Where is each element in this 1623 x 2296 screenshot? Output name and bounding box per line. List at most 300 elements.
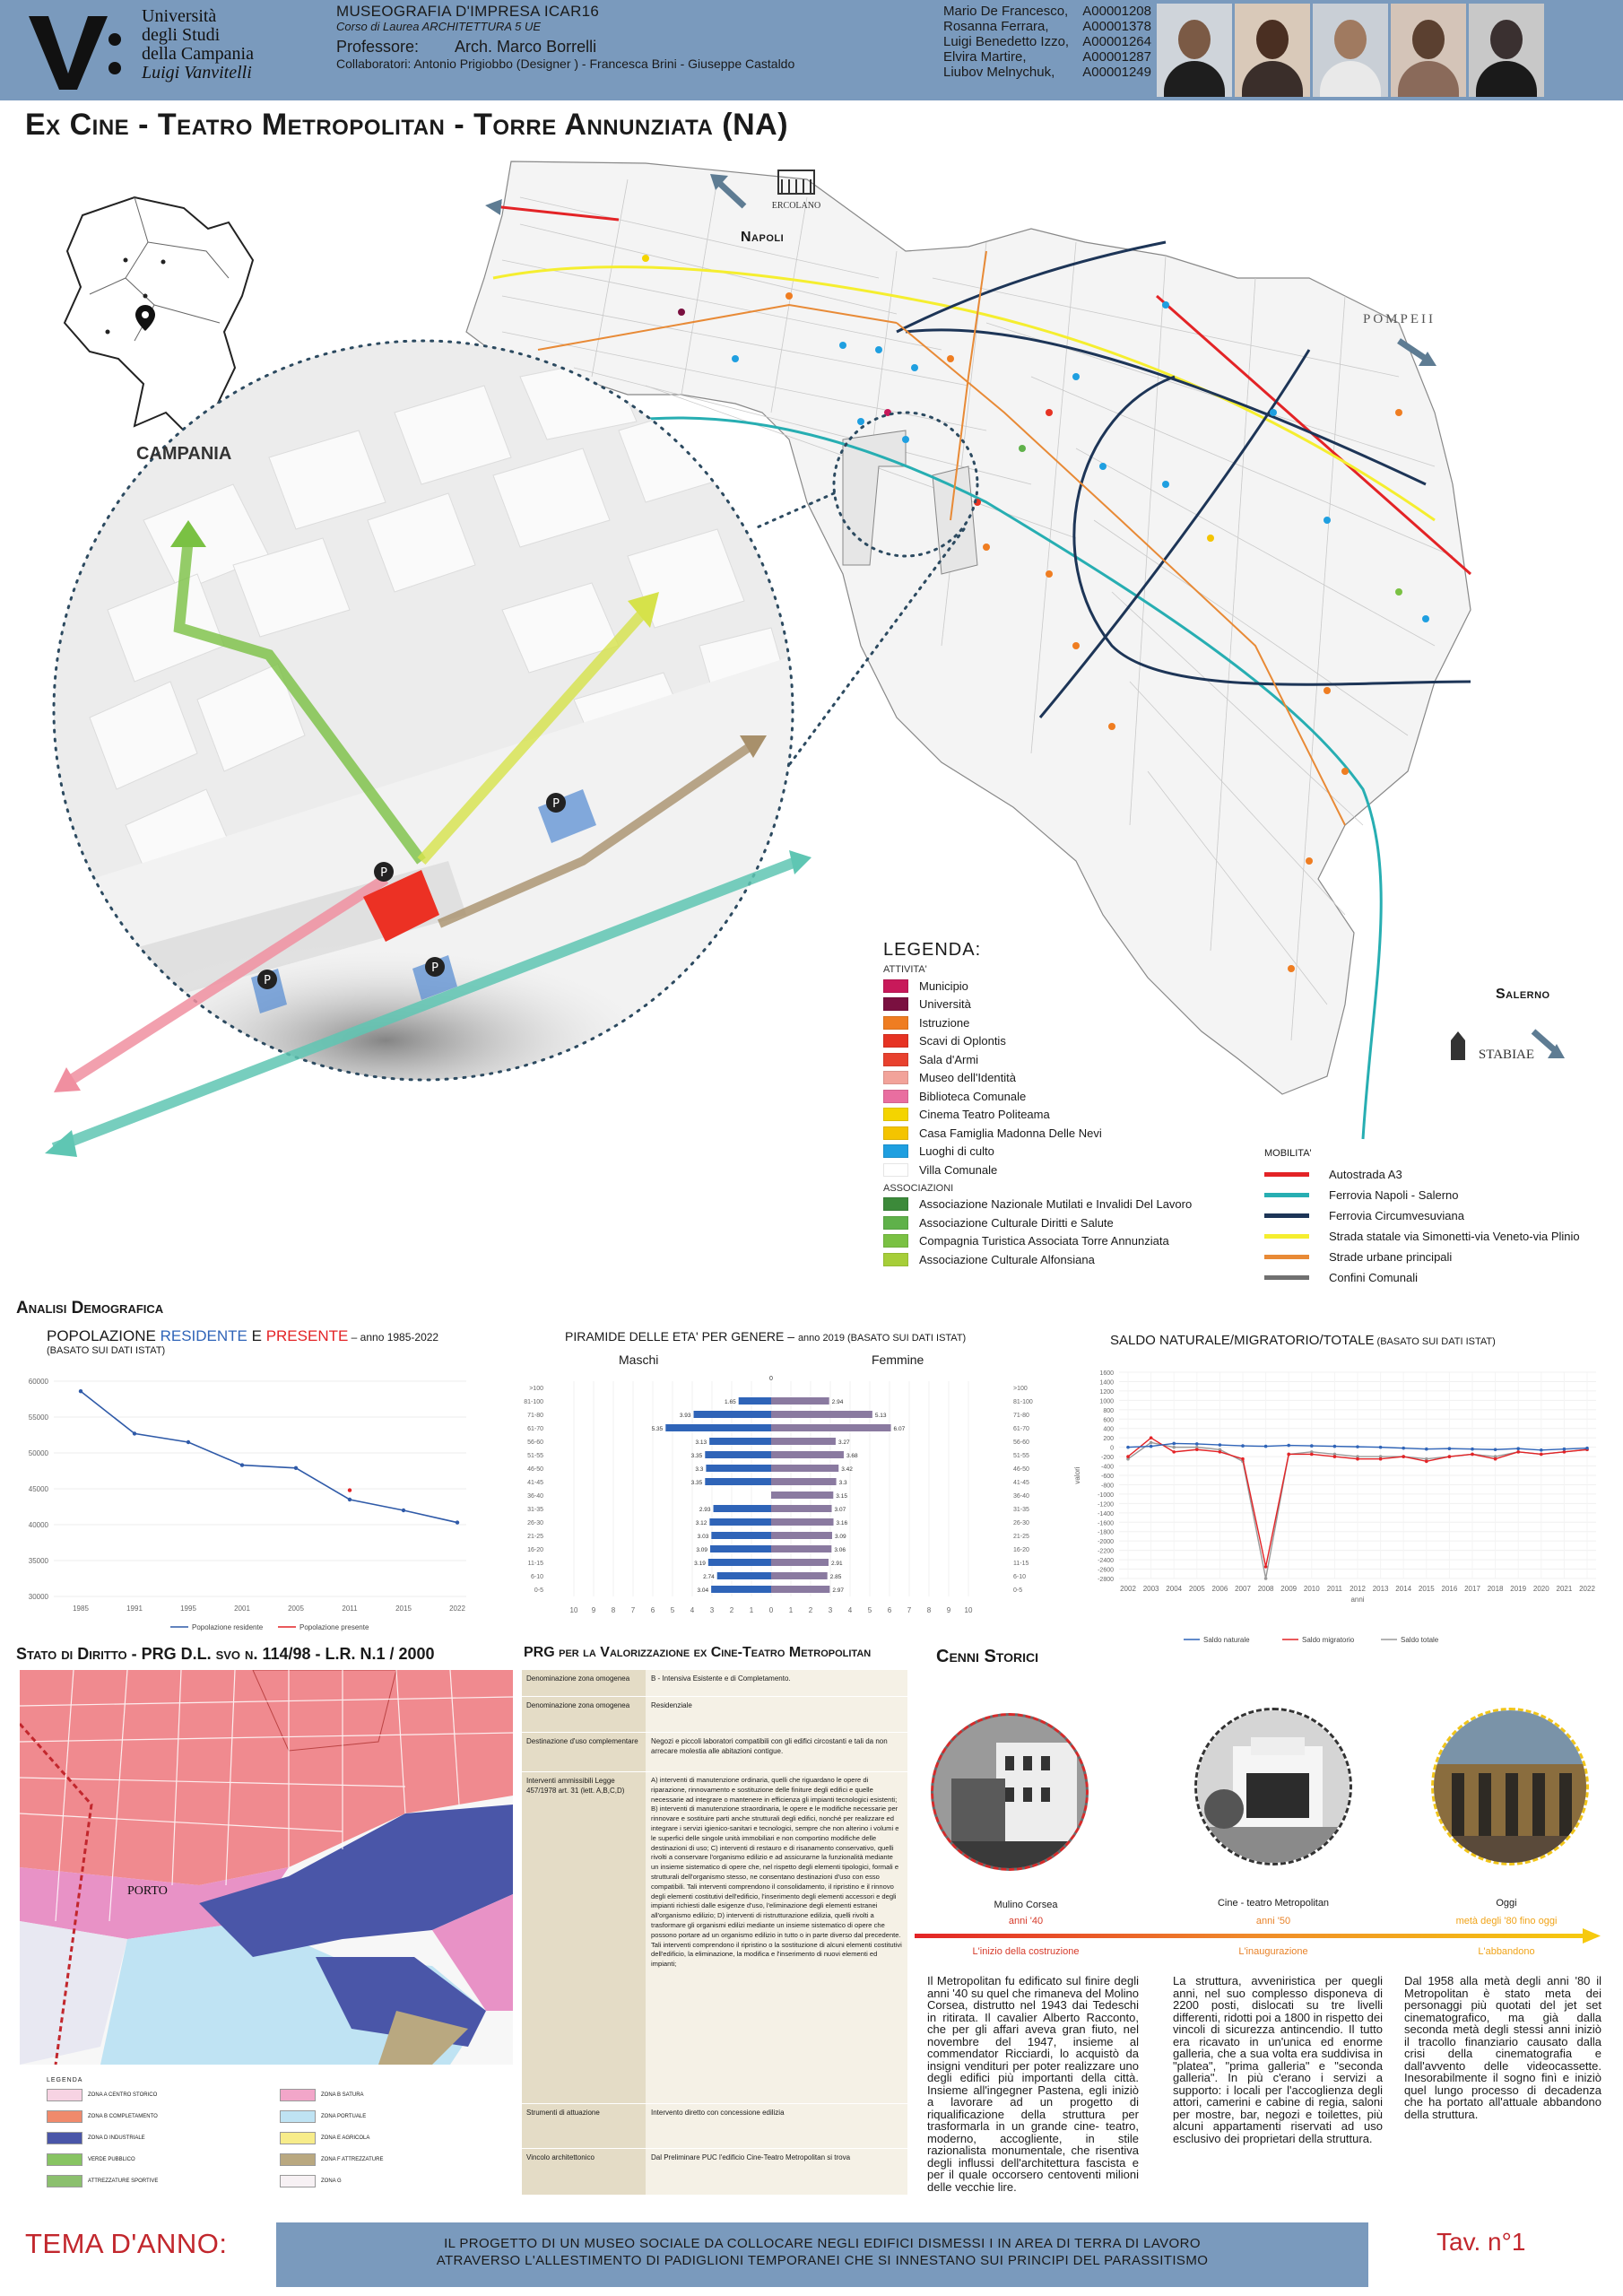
legend-swatch: [883, 1144, 908, 1158]
legend-swatch: [883, 979, 908, 993]
bar-female: [771, 1397, 829, 1405]
x-tick-label: 2016: [1441, 1585, 1458, 1593]
bar-male: [708, 1559, 771, 1566]
age-label: 0-5: [1013, 1587, 1023, 1594]
x-tick-label: 2: [808, 1606, 813, 1614]
age-label: 41-45: [1013, 1480, 1029, 1486]
legend-swatch: [1264, 1193, 1309, 1197]
legend-label: ZONA A CENTRO STORICO: [88, 2092, 158, 2098]
history-text: Il Metropolitan fu edificato sul finire degli anni '40 su quel che rimaneva del Molino Corsea, distrutto nel 1943 dai Tedeschi in ritirata. Il cavalier Alberto Racconto, che per gli affari aveva gran fiuto, nel novembre del 1947, insieme al commendator Ricciardi, lo acquistò da insigni vendituri per poter realizzare uno degli edifici più importanti della città. Insieme all'ingegner Pastena, egli iniziò a lavorare ad un progetto di riqualificazione della struttura per trasformarla in un grande cine- teatro, moderno, accogliente, in stile razionalista monumentale, che risentiva degli influssi dell'architettura fascista e per il quale occorsero centoventi milioni delle vecchie lire.: [927, 1974, 1139, 2194]
x-tick-label: 2019: [1510, 1585, 1527, 1593]
x-tick-label: 1: [788, 1606, 794, 1614]
data-point: [1402, 1447, 1405, 1450]
age-label: 6-10: [530, 1574, 543, 1580]
tema-banner: IL PROGETTO DI UN MUSEO SOCIALE DA COLLOCARE NEGLI EDIFICI DISMESSI I IN AREA DI TERRA DI LAVORO ATRAVERSO L'ALLESTIMENTO DI PADIGLIONI TEMPORANEI CHE SI INNESTANO SUI PRINCIPI DEL PARASSITISMO: [276, 2222, 1368, 2287]
legend-item: [1264, 1226, 1580, 1247]
legend-label: ZONA B COMPLETAMENTO: [88, 2114, 158, 2119]
y-tick-label: 60000: [28, 1378, 48, 1386]
x-tick-label: 2005: [1188, 1585, 1205, 1593]
age-label: 11-15: [1013, 1561, 1029, 1567]
x-axis-label: anni: [1350, 1596, 1365, 1604]
legend-swatch: [883, 1126, 908, 1140]
data-point: [1333, 1445, 1337, 1448]
legend-item: [1264, 1267, 1580, 1288]
y-tick-label: 35000: [28, 1557, 48, 1565]
timeline-phase: L'inaugurazione: [1238, 1946, 1308, 1957]
legend-swatch: [883, 1234, 908, 1248]
prg-zoning-map: [20, 1670, 513, 2065]
saldo-chart-title: SALDO NATURALE/MIGRATORIO/TOTALE (BASATO SUI DATI ISTAT): [1110, 1333, 1496, 1348]
x-tick-label: 7: [907, 1606, 912, 1614]
x-tick-label: 2011: [342, 1605, 358, 1613]
bar-male: [694, 1411, 771, 1418]
ercolano-label: ERCOLANO: [771, 201, 821, 211]
data-point: [1379, 1457, 1383, 1461]
student-row: Mario De Francesco, A00001208: [943, 4, 1151, 19]
bar-female: [771, 1572, 828, 1579]
y-tick-label: -1800: [1098, 1529, 1114, 1536]
historic-photo-mulino: [931, 1713, 1089, 1871]
legend-label: Ferrovia Circumvesuviana: [1329, 1209, 1464, 1222]
legend-swatch: [1264, 1255, 1309, 1259]
legend-item: [883, 1087, 1192, 1106]
student-row: Rosanna Ferrara, A00001378: [943, 19, 1151, 34]
data-point: [348, 1498, 352, 1501]
data-point: [1241, 1457, 1245, 1461]
student-photos: [1157, 4, 1544, 97]
legend-item: [280, 2132, 477, 2144]
parking-icon: [425, 957, 445, 977]
y-tick-label: 45000: [28, 1485, 48, 1493]
bar-male: [739, 1397, 771, 1405]
y-axis-label: valori: [1073, 1466, 1081, 1484]
pyramid-male-label: Maschi: [619, 1352, 659, 1367]
student-row: Liubov Melnychuk, A00001249: [943, 65, 1151, 80]
legend-label: Associazione Culturale Alfonsiana: [919, 1252, 1095, 1266]
bar-value-label: 2.85: [829, 1574, 842, 1580]
x-tick-label: 2004: [1166, 1585, 1183, 1593]
parking-icon: [257, 970, 277, 989]
x-tick-label: 4: [847, 1606, 853, 1614]
legend-label: Villa Comunale: [919, 1162, 998, 1177]
legend-item: [1264, 1185, 1580, 1205]
legend-label: Popolazione presente: [299, 1623, 369, 1631]
bar-female: [771, 1424, 891, 1431]
legend-label: Sala d'Armi: [919, 1052, 979, 1066]
photo-caption: Mulino Corsea: [994, 1900, 1058, 1910]
bar-value-label: 3.16: [836, 1520, 848, 1526]
bar-male: [709, 1438, 771, 1445]
parking-icon: [374, 862, 394, 882]
legend-swatch: [883, 1016, 908, 1030]
legend-swatch: [280, 2153, 316, 2166]
bar-female: [771, 1411, 872, 1418]
legend-label: Ferrovia Napoli - Salerno: [1329, 1188, 1459, 1202]
y-tick-label: 0: [1110, 1445, 1114, 1452]
y-tick-label: 800: [1103, 1407, 1114, 1414]
x-tick-label: 2018: [1487, 1585, 1504, 1593]
age-label: 56-60: [527, 1439, 543, 1446]
data-point: [1287, 1453, 1290, 1457]
avatar: [1391, 4, 1466, 97]
pyramid-female-label: Femmine: [872, 1352, 924, 1367]
legend-swatch: [883, 1071, 908, 1084]
bar-value-label: 2.74: [703, 1574, 715, 1580]
data-point: [1241, 1444, 1245, 1448]
bar-value-label: 1.65: [725, 1399, 736, 1405]
bar-female: [771, 1451, 844, 1458]
legend-item: [1264, 1164, 1580, 1185]
data-point: [133, 1431, 136, 1435]
svg-text:P: P: [380, 866, 387, 880]
data-point: [1516, 1450, 1520, 1454]
bar-value-label: 3.35: [690, 1480, 703, 1486]
legend-item: [280, 2153, 477, 2166]
y-tick-label: 600: [1103, 1417, 1114, 1424]
legend-section-label: ASSOCIAZIONI: [883, 1182, 954, 1194]
age-label: >100: [529, 1386, 543, 1392]
data-point: [1563, 1448, 1567, 1451]
x-tick-label: 8: [611, 1606, 616, 1614]
table-row: Denominazione zona omogenea B - Intensiva Esistente e di Completamento.: [522, 1670, 907, 1697]
x-tick-label: 2015: [1418, 1585, 1435, 1593]
legend-item: [280, 2175, 477, 2187]
age-label: 31-35: [1013, 1507, 1029, 1513]
legend-label: Saldo naturale: [1203, 1636, 1250, 1644]
header-bar: [0, 0, 1623, 100]
pyramid-chart-title: PIRAMIDE DELLE ETA' PER GENERE – anno 2019 (BASATO SUI DATI ISTAT): [565, 1329, 967, 1344]
y-tick-label: -200: [1100, 1455, 1114, 1462]
legend-label: Confini Comunali: [1329, 1271, 1418, 1284]
legend-label: Saldo totale: [1401, 1636, 1439, 1644]
legend-item: [883, 1213, 1192, 1232]
data-point: [1448, 1447, 1452, 1450]
data-point: [187, 1440, 190, 1444]
legend-swatch: [280, 2110, 316, 2123]
timeline-year: metà degli '80 fino oggi: [1455, 1916, 1558, 1926]
legend-item: [883, 1050, 1192, 1069]
svg-text:P: P: [264, 974, 271, 987]
legend-label: Associazione Nazionale Mutilati e Invalidi Del Lavoro: [919, 1197, 1193, 1212]
svg-text:P: P: [552, 797, 560, 811]
legend-item: [883, 1196, 1192, 1214]
data-point: [1494, 1457, 1497, 1461]
legend-label: Istruzione: [919, 1015, 970, 1030]
bar-female: [771, 1518, 834, 1526]
bar-value-label: 3.27: [838, 1439, 850, 1446]
legend-label: Luoghi di culto: [919, 1144, 994, 1159]
bar-female: [771, 1586, 829, 1593]
section-title-demografica: Analisi Demografica: [16, 1299, 164, 1318]
age-label: 51-55: [527, 1453, 543, 1459]
age-label: 61-70: [527, 1426, 543, 1432]
prg-table: [522, 1670, 907, 2196]
data-point: [1471, 1448, 1474, 1451]
avatar: [1235, 4, 1310, 97]
legend-item: [1264, 1247, 1580, 1267]
data-point: [1219, 1443, 1222, 1447]
campania-map: [65, 197, 253, 430]
legend-swatch: [47, 2089, 82, 2101]
bar-value-label: 2.91: [831, 1561, 843, 1567]
bar-male: [706, 1465, 771, 1472]
bar-male: [705, 1451, 771, 1458]
university-name: Università degli Studi della Campania Luigi Vanvitelli: [142, 6, 254, 83]
x-tick-label: 1985: [73, 1605, 89, 1613]
mobility-legend: [1264, 1148, 1580, 1288]
data-point: [1516, 1447, 1520, 1450]
bar-female: [771, 1545, 831, 1552]
table-row: Destinazione d'uso complementare Negozi e piccoli laboratori compatibili con gli edifici circostanti e tali da non arrecare molestia alle abitazioni contigue.: [522, 1733, 907, 1772]
page-title: Ex Cine - Teatro Metropolitan - Torre Annunziata (NA): [25, 108, 789, 142]
data-point: [1310, 1453, 1314, 1457]
data-point: [456, 1520, 459, 1524]
legend-swatch: [883, 1090, 908, 1103]
bar-male: [717, 1572, 771, 1579]
x-tick-label: 1991: [126, 1605, 143, 1613]
bar-male: [710, 1545, 771, 1552]
bar-value-label: 3.13: [695, 1439, 707, 1446]
bar-value-label: 3.03: [697, 1534, 709, 1540]
territorial-map: [0, 144, 1623, 1292]
table-row: Vincolo architettonico Dal Preliminare PUC l'edificio Cine-Teatro Metropolitan si trova: [522, 2149, 907, 2196]
avatar: [1469, 4, 1544, 97]
pompei-label: POMPEII: [1363, 312, 1436, 326]
x-tick-label: 0: [768, 1606, 774, 1614]
y-tick-label: -400: [1100, 1464, 1114, 1471]
y-tick-label: -1000: [1098, 1492, 1114, 1499]
data-point: [1471, 1453, 1474, 1457]
bar-male: [705, 1478, 771, 1485]
y-tick-label: -2800: [1098, 1577, 1114, 1583]
bar-value-label: 3.93: [679, 1413, 691, 1419]
legend-section-label: ATTIVITA': [883, 964, 927, 975]
bar-male: [714, 1505, 771, 1512]
x-tick-label: 2006: [1211, 1585, 1228, 1593]
x-tick-label: 8: [926, 1606, 932, 1614]
bar-value-label: 3.19: [694, 1561, 706, 1567]
legend-label: Municipio: [919, 978, 968, 993]
legend-swatch: [47, 2132, 82, 2144]
legend-label: Popolazione residente: [192, 1623, 264, 1631]
legend-item: [883, 1250, 1192, 1269]
bar-value-label: 5.13: [874, 1413, 887, 1419]
prg-legend: [47, 2077, 495, 2187]
timeline-phase: L'inizio della costruzione: [972, 1946, 1080, 1957]
y-tick-label: -2400: [1098, 1558, 1114, 1565]
legend-title: LEGENDA:: [883, 940, 982, 960]
legend-section-label: MOBILITA': [1264, 1148, 1312, 1159]
y-tick-label: -2200: [1098, 1548, 1114, 1555]
legend-swatch: [1264, 1213, 1309, 1218]
x-tick-label: 10: [964, 1606, 973, 1614]
data-point: [1172, 1450, 1176, 1454]
historic-photo-metropolitan: [1194, 1708, 1352, 1866]
x-tick-label: 2002: [1120, 1585, 1136, 1593]
bar-value-label: 3.06: [834, 1547, 846, 1553]
data-point: [1150, 1436, 1153, 1439]
bar-female: [771, 1492, 833, 1499]
data-point: [1563, 1450, 1567, 1454]
stabiae-logo-icon: [1451, 1031, 1465, 1060]
population-line-chart: [9, 1363, 484, 1632]
legend-swatch: [47, 2175, 82, 2187]
age-label: >100: [1013, 1386, 1028, 1392]
age-label: 71-80: [1013, 1413, 1029, 1419]
data-point: [1150, 1441, 1153, 1445]
x-tick-label: 2022: [1579, 1585, 1595, 1593]
age-label: 26-30: [1013, 1520, 1029, 1526]
bar-value-label: 3.68: [846, 1453, 858, 1459]
legend-item: [883, 1124, 1192, 1143]
x-tick-label: 6: [650, 1606, 655, 1614]
legend-label: ZONA B SATURA: [321, 2092, 364, 2098]
bar-value-label: 3.12: [695, 1520, 707, 1526]
student-row: Elvira Martire, A00001287: [943, 49, 1151, 65]
legend-item: [883, 1032, 1192, 1051]
x-tick-label: 2003: [1142, 1585, 1159, 1593]
timeline-arrow: [915, 1928, 1605, 1946]
legend-swatch: [280, 2089, 316, 2101]
legend-label: Autostrada A3: [1329, 1168, 1402, 1181]
data-point: [1287, 1444, 1290, 1448]
prg-legend-title: LEGENDA: [47, 2077, 83, 2083]
age-label: 0-5: [534, 1587, 543, 1594]
pop-chart-title: POPOLAZIONE RESIDENTE E PRESENTE – anno 1985-2022 (BASATO SUI DATI ISTAT): [47, 1327, 439, 1356]
legend-swatch: [883, 1163, 908, 1177]
y-tick-label: 50000: [28, 1449, 48, 1457]
legend-label: VERDE PUBBLICO: [88, 2157, 135, 2162]
x-tick-label: 4: [690, 1606, 695, 1614]
age-label: 81-100: [524, 1399, 543, 1405]
bar-value-label: 3.09: [696, 1547, 708, 1553]
bar-male: [709, 1518, 771, 1526]
table-row: Interventi ammissibili Legge 457/1978 art. 31 (lett. A,B,C,D) A) interventi di manutenzione ordinaria, quelli che riguardano le opere di riparazione, rinnovamento e sostituzione delle finiture degli edifici e quelle necessarie ad integrare o mantenere in efficienza gli impianti tecnologici esistenti; B) interventi di manutenzione straordinaria, le opere e le modifiche necessarie per rinnovare e sostituire parti anche strutturali degli edifici, nonché per realizzare ed integrare i servizi igienico-sanitari e tecnologici, sempre che non alterino i volumi e le superfici delle singole unità immobiliari e non comportino modifiche delle destinazioni di uso; C) interventi di restauro e di risanamento conservativo, quelli rivolti a conservare l'organismo edilizio e ad assicurarne la funzionalità mediante un insieme sistematico di opere che, nel rispetto degli elementi tipologici, formali e strutturali dell'organismo stesso, ne consentano destinazioni d'uso con esso compatibili. Tali interventi comprendono il consolidamento, il ripristino e il rinnovo degli elementi costitutivi dell'edificio, l'inserimento degli elementi accessori e degli impianti richiesti dalle esigenze d'uso, l'eliminazione degli elementi estranei all'organismo edilizio; D) interventi di ristrutturazione edilizia, quelli rivolti a trasformare gli organismi edilizi mediante un insieme sistematico di opere che possono portare ad un organismo edilizio in tutto o in parte diverso dal precedente. Tali interventi comprendono il ripristino o la sostituzione di alcuni elementi costitutivi dell'edificio, la eliminazione, la modifica e l'inserimento di nuovi elementi ed impianti;: [522, 1772, 907, 2104]
age-label: 36-40: [527, 1493, 543, 1500]
bar-value-label: 3.04: [697, 1587, 709, 1594]
data-point: [1540, 1453, 1543, 1457]
bar-female: [771, 1478, 837, 1485]
legend-item: [47, 2132, 244, 2144]
bar-female: [771, 1559, 829, 1566]
y-tick-label: -2000: [1098, 1539, 1114, 1546]
y-tick-label: 1400: [1099, 1379, 1114, 1387]
legend-item: [47, 2089, 244, 2101]
data-point: [1494, 1448, 1497, 1451]
photo-caption: Cine - teatro Metropolitan: [1217, 1898, 1330, 1909]
y-tick-label: -600: [1100, 1474, 1114, 1480]
data-point: [294, 1466, 298, 1470]
university-logo-icon: [25, 4, 124, 93]
section-title-valorizzazione: PRG per la Valorizzazione ex Cine-Teatro Metropolitan: [524, 1645, 872, 1660]
legend-label: Compagnia Turistica Associata Torre Annunziata: [919, 1234, 1169, 1248]
x-tick-label: 2017: [1464, 1585, 1480, 1593]
x-tick-label: 2008: [1257, 1585, 1274, 1593]
table-row: Strumenti di attuazione Intervento diretto con concessione edilizia: [522, 2104, 907, 2149]
data-point: [1585, 1447, 1589, 1450]
salerno-label: Salerno: [1496, 987, 1550, 1002]
data-point: [1126, 1446, 1130, 1449]
age-label: 36-40: [1013, 1493, 1029, 1500]
timeline-year: anni '40: [1008, 1916, 1044, 1926]
data-point: [1172, 1442, 1176, 1446]
series-line: [81, 1391, 457, 1522]
age-label: 26-30: [527, 1520, 543, 1526]
data-point: [1172, 1446, 1176, 1449]
legend-item: [280, 2089, 477, 2101]
legend-swatch: [1264, 1172, 1309, 1177]
x-tick-label: 2013: [1372, 1585, 1389, 1593]
age-label: 11-15: [527, 1561, 543, 1567]
legend-label: Università: [919, 997, 971, 1012]
bar-female: [771, 1505, 832, 1512]
x-tick-label: 2021: [1556, 1585, 1573, 1593]
data-point: [1540, 1448, 1543, 1452]
legend-swatch: [883, 1216, 908, 1230]
x-tick-label: 10: [569, 1606, 578, 1614]
x-tick-label: 6: [887, 1606, 892, 1614]
data-point: [348, 1488, 352, 1492]
y-tick-label: 1000: [1099, 1398, 1114, 1405]
data-point: [1379, 1446, 1383, 1449]
data-point: [1333, 1455, 1337, 1458]
stabiae-label: STABIAE: [1478, 1048, 1535, 1062]
bar-female: [771, 1465, 838, 1472]
y-tick-label: -1200: [1098, 1501, 1114, 1509]
age-pyramid-chart: [511, 1372, 1040, 1623]
legend-item: [47, 2153, 244, 2166]
legend-label: Strade urbane principali: [1329, 1250, 1453, 1264]
data-point: [1356, 1445, 1359, 1448]
bar-value-label: 2.93: [699, 1507, 711, 1513]
age-label: 46-50: [1013, 1466, 1029, 1473]
data-point: [79, 1389, 82, 1393]
data-point: [402, 1509, 405, 1512]
porto-label: PORTO: [127, 1884, 168, 1898]
legend-swatch: [1264, 1234, 1309, 1239]
table-number: Tav. n°1: [1436, 2228, 1526, 2256]
legend-swatch: [47, 2110, 82, 2123]
data-point: [1264, 1565, 1268, 1569]
y-tick-label: -800: [1100, 1483, 1114, 1490]
legend-item: [883, 1143, 1192, 1161]
legend-label: Strada statale via Simonetti-via Veneto-via Plinio: [1329, 1230, 1580, 1243]
student-list: [943, 4, 1151, 80]
legend-label: ATTREZZATURE SPORTIVE: [88, 2179, 159, 2184]
x-tick-label: 3: [709, 1606, 715, 1614]
legend-label: Saldo migratorio: [1302, 1636, 1355, 1644]
data-point: [1150, 1445, 1153, 1448]
data-point: [1425, 1448, 1428, 1451]
x-tick-label: 5: [670, 1606, 675, 1614]
y-tick-label: 55000: [28, 1413, 48, 1422]
data-point: [1448, 1455, 1452, 1458]
y-tick-label: 40000: [28, 1521, 48, 1529]
bar-value-label: 3.35: [690, 1453, 703, 1459]
age-label: 6-10: [1013, 1574, 1027, 1580]
bar-female: [771, 1438, 836, 1445]
x-tick-label: 2015: [395, 1605, 412, 1613]
svg-text:P: P: [431, 961, 438, 975]
x-tick-label: 2012: [1350, 1585, 1366, 1593]
x-tick-label: 1: [749, 1606, 754, 1614]
tema-label: TEMA D'ANNO:: [25, 2228, 228, 2259]
y-tick-label: 1200: [1099, 1388, 1114, 1396]
age-label: 46-50: [527, 1466, 543, 1473]
x-tick-label: 2010: [1303, 1585, 1320, 1593]
legend-label: Museo dell'Identità: [919, 1071, 1016, 1085]
data-point: [1402, 1455, 1405, 1458]
